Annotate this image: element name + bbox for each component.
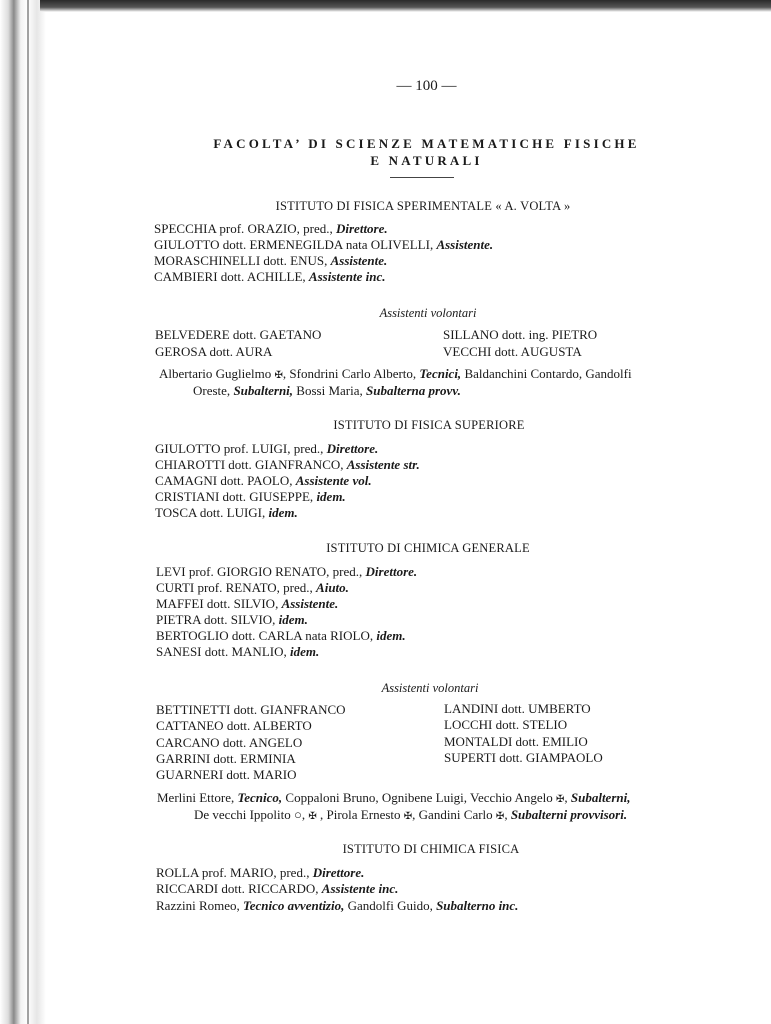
staff-line: PIETRA dott. SILVIO, idem.	[156, 612, 308, 627]
support-staff-line: Razzini Romeo, Tecnico avventizio, Gandolfi Guido, Subalterno inc.	[156, 898, 519, 913]
circle-icon: ○	[294, 807, 302, 822]
volunteer-name: VECCHI dott. AUGUSTA	[443, 344, 582, 359]
volunteers-heading: Assistenti volontari	[381, 681, 479, 695]
staff-line: LEVI prof. GIORGIO RENATO, pred., Direttore.	[156, 564, 418, 579]
volunteer-name: BELVEDERE dott. GAETANO	[155, 327, 322, 342]
volunteer-name: GARRINI dott. ERMINIA	[156, 751, 296, 766]
staff-line: CAMAGNI dott. PAOLO, Assistente vol.	[155, 473, 372, 488]
volunteer-name: CARCANO dott. ANGELO	[156, 735, 303, 750]
cross-icon: ✠	[274, 370, 283, 381]
staff-line: CRISTIANI dott. GIUSEPPE, idem.	[155, 489, 346, 504]
volunteer-name: CATTANEO dott. ALBERTO	[156, 718, 312, 733]
staff-line: BERTOGLIO dott. CARLA nata RIOLO, idem.	[156, 628, 406, 643]
institute-title-fisica-superiore: ISTITUTO DI FISICA SUPERIORE	[333, 418, 525, 432]
staff-line: MORASCHINELLI dott. ENUS, Assistente.	[154, 253, 388, 268]
institute-title-chimica-generale: ISTITUTO DI CHIMICA GENERALE	[326, 541, 530, 555]
cross-icon: ✠	[403, 811, 413, 822]
faculty-title-line2: E NATURALI	[370, 153, 483, 168]
volunteer-name: LANDINI dott. UMBERTO	[444, 701, 591, 716]
staff-line: ROLLA prof. MARIO, pred., Direttore.	[156, 865, 365, 880]
volunteer-name: LOCCHI dott. STELIO	[444, 717, 568, 732]
staff-line: CAMBIERI dott. ACHILLE, Assistente inc.	[154, 269, 386, 284]
volunteer-name: BETTINETTI dott. GIANFRANCO	[156, 702, 346, 717]
volunteer-name: SILLANO dott. ing. PIETRO	[443, 327, 598, 342]
support-staff-line: Merlini Ettore, Tecnico, Coppaloni Bruno, Ognibene Luigi, Vecchio Angelo ✠, Subalterni,	[157, 790, 631, 805]
institute-title-fisica-sperimentale: ISTITUTO DI FISICA SPERIMENTALE « A. VOLTA »	[275, 199, 571, 213]
volunteer-name: GEROSA dott. AURA	[155, 344, 273, 359]
volunteers-heading: Assistenti volontari	[379, 306, 477, 320]
volunteer-name: GUARNERI dott. MARIO	[156, 767, 297, 782]
staff-line: RICCARDI dott. RICCARDO, Assistente inc.	[156, 881, 399, 896]
page-number: — 100 —	[396, 78, 457, 94]
staff-line: TOSCA dott. LUIGI, idem.	[155, 505, 298, 520]
support-staff-line: De vecchi Ippolito ○, ✠ , Pirola Ernesto ✠, Gandini Carlo ✠, Subalterni provvisori.	[194, 807, 628, 822]
title-divider	[390, 177, 454, 178]
institute-title-chimica-fisica: ISTITUTO DI CHIMICA FISICA	[342, 842, 520, 856]
staff-line: SPECCHIA prof. ORAZIO, pred., Direttore.	[154, 221, 388, 236]
volunteer-name: MONTALDI dott. EMILIO	[444, 734, 588, 749]
support-staff-line: Oreste, Subalterni, Bossi Maria, Subalterna provv.	[193, 383, 461, 398]
cross-icon: ✠	[495, 811, 505, 822]
staff-line: GIULOTTO prof. LUIGI, pred., Direttore.	[155, 441, 379, 456]
staff-line: CHIAROTTI dott. GIANFRANCO, Assistente str.	[155, 457, 420, 472]
staff-line: GIULOTTO dott. ERMENEGILDA nata OLIVELLI, Assistente.	[154, 237, 494, 252]
cross-icon: ✠	[308, 811, 317, 822]
cross-icon: ✠	[555, 794, 565, 805]
staff-line: MAFFEI dott. SILVIO, Assistente.	[156, 596, 339, 611]
staff-line: SANESI dott. MANLIO, idem.	[156, 644, 320, 659]
support-staff-line: Albertario Guglielmo ✠, Sfondrini Carlo Alberto, Tecnici, Baldanchini Contardo, Gandolfi	[159, 366, 632, 381]
volunteer-name: SUPERTI dott. GIAMPAOLO	[444, 750, 603, 765]
faculty-title-line1: FACOLTA’ DI SCIENZE MATEMATICHE FISICHE	[213, 136, 640, 151]
staff-line: CURTI prof. RENATO, pred., Aiuto.	[156, 580, 349, 595]
